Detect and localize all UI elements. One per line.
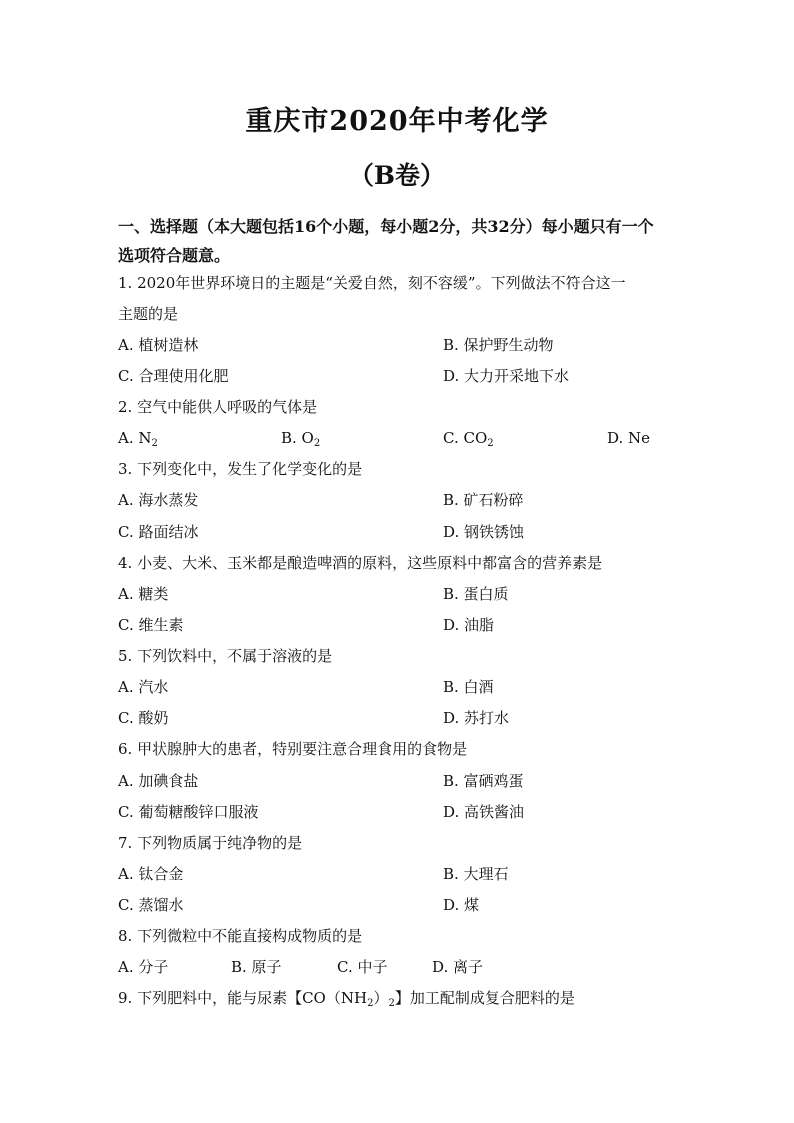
q1-option-d: D. 大力开采地下水 (443, 367, 570, 385)
q1-stem-line-2: 主题的是 (118, 305, 179, 323)
q1-option-a: A. 植树造林 (118, 336, 199, 354)
q1-option-b: B. 保护野生动物 (443, 336, 554, 354)
q7-option-d: D. 煤 (443, 896, 480, 914)
q2-option-d: D. Ne (607, 429, 651, 447)
page-subtitle: （B卷） (348, 161, 446, 190)
q4-option-c: C. 维生素 (118, 616, 184, 634)
q7-option-c: C. 蒸馏水 (118, 896, 184, 914)
q3-option-d: D. 钢铁锈蚀 (443, 523, 525, 541)
q3-stem: 3. 下列变化中，发生了化学变化的是 (118, 460, 363, 478)
q8-option-a: A. 分子 (118, 958, 169, 976)
q4-option-d: D. 油脂 (443, 616, 495, 634)
q2-option-c: C. $CO_2$ (443, 429, 494, 449)
q5-option-d: D. 苏打水 (443, 709, 510, 727)
q6-option-b: B. 富硒鸡蛋 (443, 772, 524, 790)
section-heading (118, 212, 678, 270)
q7-stem: 7. 下列物质属于纯净物的是 (118, 834, 303, 852)
q6-option-a: A. 加碘食盐 (118, 772, 199, 790)
q2-option-a: A. $N_2$ (118, 429, 158, 449)
q6-option-d: D. 高铁酱油 (443, 803, 525, 821)
section-line-2: 选项符合题意。 (118, 246, 231, 265)
q2-option-b: B. $O_2$ (281, 429, 321, 449)
q6-stem: 6. 甲状腺肿大的患者，特别要注意合理食用的食物是 (118, 740, 468, 758)
section-line-1: 一、选择题（本大题包括16个小题，每小题2分，共32分）每小题只有一个 (118, 217, 654, 236)
q8-option-d: D. 离子 (432, 958, 484, 976)
q2-stem: 2. 空气中能供人呼吸的气体是 (118, 398, 318, 416)
q1-option-c: C. 合理使用化肥 (118, 367, 229, 385)
q4-option-b: B. 蛋白质 (443, 585, 509, 603)
page-title: 重庆市2020年中考化学 (245, 106, 549, 137)
q5-stem: 5. 下列饮料中，不属于溶液的是 (118, 647, 333, 665)
q8-option-b: B. 原子 (231, 958, 282, 976)
q5-option-a: A. 汽水 (118, 678, 169, 696)
q5-option-c: C. 酸奶 (118, 709, 169, 727)
q1-stem-line-1: 1. 2020年世界环境日的主题是“关爱自然，刻不容缓”。下列做法不符合这一 (118, 274, 626, 292)
q6-option-c: C. 葡萄糖酸锌口服液 (118, 803, 259, 821)
q4-option-a: A. 糖类 (118, 585, 169, 603)
q8-option-c: C. 中子 (337, 958, 388, 976)
q7-option-b: B. 大理石 (443, 865, 509, 883)
q3-option-c: C. 路面结冰 (118, 523, 199, 541)
q4-stem: 4. 小麦、大米、玉米都是酿造啤酒的原料，这些原料中都富含的营养素是 (118, 554, 603, 572)
q8-stem: 8. 下列微粒中不能直接构成物质的是 (118, 927, 363, 945)
q5-option-b: B. 白酒 (443, 678, 494, 696)
q9-stem: 9. 下列肥料中，能与尿素【$CO(NH_2)_2$】加工配制成复合肥料的是 (118, 989, 575, 1009)
q3-option-b: B. 矿石粉碎 (443, 491, 524, 509)
q7-option-a: A. 钛合金 (118, 865, 184, 883)
q3-option-a: A. 海水蒸发 (118, 491, 199, 509)
